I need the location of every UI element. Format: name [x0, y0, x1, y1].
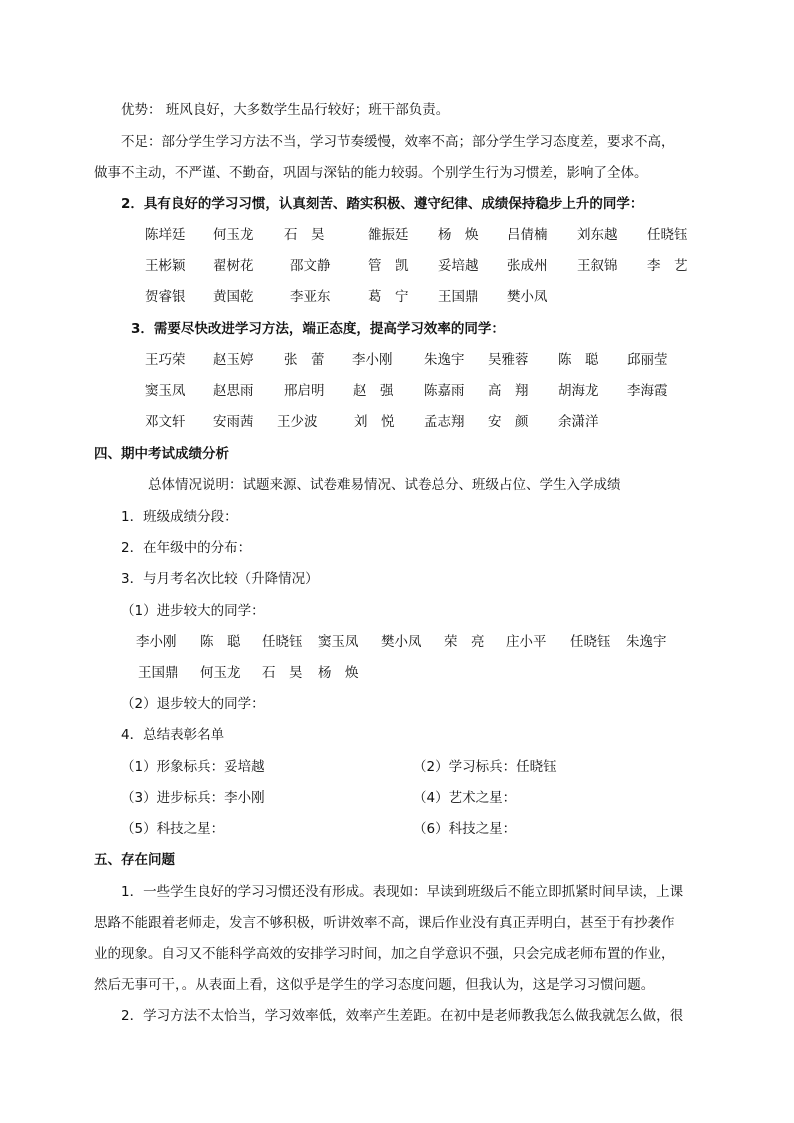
student-name: 刘东越 [577, 227, 618, 243]
student-name: 何玉龙 [213, 227, 254, 243]
award-4: （4）艺术之星： [413, 790, 517, 806]
student-name: 吕倩楠 [507, 227, 548, 243]
student-name: 高 翔 [488, 383, 529, 399]
student-name: 窦玉凤 [318, 634, 359, 650]
student-name: 邢启明 [284, 383, 325, 399]
section5-p1-line-4: 然后无事可干，。从表面上看，这似乎是学生的学习态度问题，但我认为，这是学习习惯问题。 [94, 977, 655, 993]
student-name: 杨 焕 [438, 227, 479, 243]
student-name: 李海霞 [627, 383, 668, 399]
award-5: （5）科技之星： [121, 821, 225, 837]
student-name: 胡海龙 [558, 383, 599, 399]
student-name: 石 昊 [284, 227, 325, 243]
award-2: （2）学习标兵：任晓钰 [413, 759, 557, 775]
student-name: 王少波 [277, 414, 318, 430]
student-name: 陈 聪 [558, 352, 599, 368]
award-6: （6）科技之星： [413, 821, 517, 837]
student-name: 管 凯 [368, 258, 409, 274]
student-name: 杨 焕 [318, 665, 359, 681]
student-name: 陈垟廷 [145, 227, 186, 243]
section4-item-3: 3．与月考名次比较（升降情况） [121, 571, 319, 587]
student-name: 王国鼎 [138, 665, 179, 681]
student-name: 窦玉凤 [145, 383, 186, 399]
student-name: 王巧荣 [145, 352, 186, 368]
student-name: 安 颜 [488, 414, 529, 430]
student-name: 张 蕾 [284, 352, 325, 368]
section5-title: 五、存在问题 [94, 852, 175, 868]
weakness-text-line-1: 不足：部分学生学习方法不当，学习节奏缓慢，效率不高；部分学生学习态度差，要求不高， [121, 134, 675, 150]
student-name: 葛 宁 [368, 289, 409, 305]
student-name: 雒振廷 [368, 227, 409, 243]
award-1: （1）形象标兵：妥培越 [121, 759, 265, 775]
regress-label: （2）退步较大的同学： [121, 696, 265, 712]
student-name: 张成州 [507, 258, 548, 274]
student-name: 任晓钰 [647, 227, 688, 243]
student-name: 石 昊 [262, 665, 303, 681]
student-name: 黄国乾 [213, 289, 254, 305]
student-name: 朱逸宇 [424, 352, 465, 368]
student-name: 王彬颖 [145, 258, 186, 274]
student-name: 陈 聪 [200, 634, 241, 650]
student-name: 李 艺 [647, 258, 688, 274]
student-name: 妥培越 [438, 258, 479, 274]
section4-title: 四、期中考试成绩分析 [94, 446, 229, 462]
student-name: 翟树花 [213, 258, 254, 274]
group3-heading: 3．需要尽快改进学习方法，端正态度，提高学习效率的同学： [131, 321, 505, 337]
section4-item-1: 1．班级成绩分段： [121, 509, 238, 525]
student-name: 任晓钰 [570, 634, 611, 650]
progress-label: （1）进步较大的同学： [121, 603, 265, 619]
section5-p1-line-2: 思路不能跟着老师走，发言不够积极，听讲效率不高，课后作业没有真正弄明白，甚至于有抄袭作 [94, 915, 675, 931]
student-name: 王叙锦 [577, 258, 618, 274]
student-name: 安雨茜 [213, 414, 254, 430]
section4-item-4: 4．总结表彰名单 [121, 727, 225, 743]
section5-p1-line-1: 1．一些学生良好的学习习惯还没有形成。表现如：早读到班级后不能立即抓紧时间早读，上课 [121, 884, 684, 900]
student-name: 吴雅蓉 [488, 352, 529, 368]
advantage-text: 优势： 班风良好，大多数学生品行较好；班干部负责。 [121, 102, 450, 118]
student-name: 赵思雨 [213, 383, 254, 399]
student-name: 赵玉婷 [213, 352, 254, 368]
award-3: （3）进步标兵：李小刚 [121, 790, 265, 806]
student-name: 陈嘉雨 [424, 383, 465, 399]
section5-p1-line-3: 业的现象。自习又不能科学高效的安排学习时间，加之自学意识不强，只会完成老师布置的作业， [94, 946, 675, 962]
student-name: 任晓钰 [262, 634, 303, 650]
student-name: 邵文静 [290, 258, 331, 274]
student-name: 樊小凤 [507, 289, 548, 305]
student-name: 贺睿银 [145, 289, 186, 305]
student-name: 朱逸宇 [626, 634, 667, 650]
student-name: 刘 悦 [354, 414, 395, 430]
student-name: 邱丽莹 [627, 352, 668, 368]
student-name: 李小刚 [352, 352, 393, 368]
student-name: 庄小平 [506, 634, 547, 650]
student-name: 樊小凤 [381, 634, 422, 650]
section5-p2-line-1: 2．学习方法不太恰当，学习效率低，效率产生差距。在初中是老师教我怎么做我就怎么做，很 [121, 1008, 684, 1024]
student-name: 何玉龙 [200, 665, 241, 681]
student-name: 李小刚 [136, 634, 177, 650]
student-name: 邓文轩 [145, 414, 186, 430]
section4-overview: 总体情况说明：试题来源、试卷难易情况、试卷总分、班级占位、学生入学成绩 [148, 477, 621, 493]
student-name: 李亚东 [290, 289, 331, 305]
student-name: 赵 强 [353, 383, 394, 399]
student-name: 孟志翔 [424, 414, 465, 430]
group2-heading: 2．具有良好的学习习惯，认真刻苦、踏实积极、遵守纪律、成绩保持稳步上升的同学： [121, 196, 644, 212]
student-name: 王国鼎 [438, 289, 479, 305]
weakness-text-line-2: 做事不主动，不严谨、不勤奋，巩固与深钻的能力较弱。个别学生行为习惯差，影响了全体。 [94, 165, 648, 181]
student-name: 余潇洋 [558, 414, 599, 430]
student-name: 荣 亮 [444, 634, 485, 650]
section4-item-2: 2．在年级中的分布： [121, 540, 252, 556]
